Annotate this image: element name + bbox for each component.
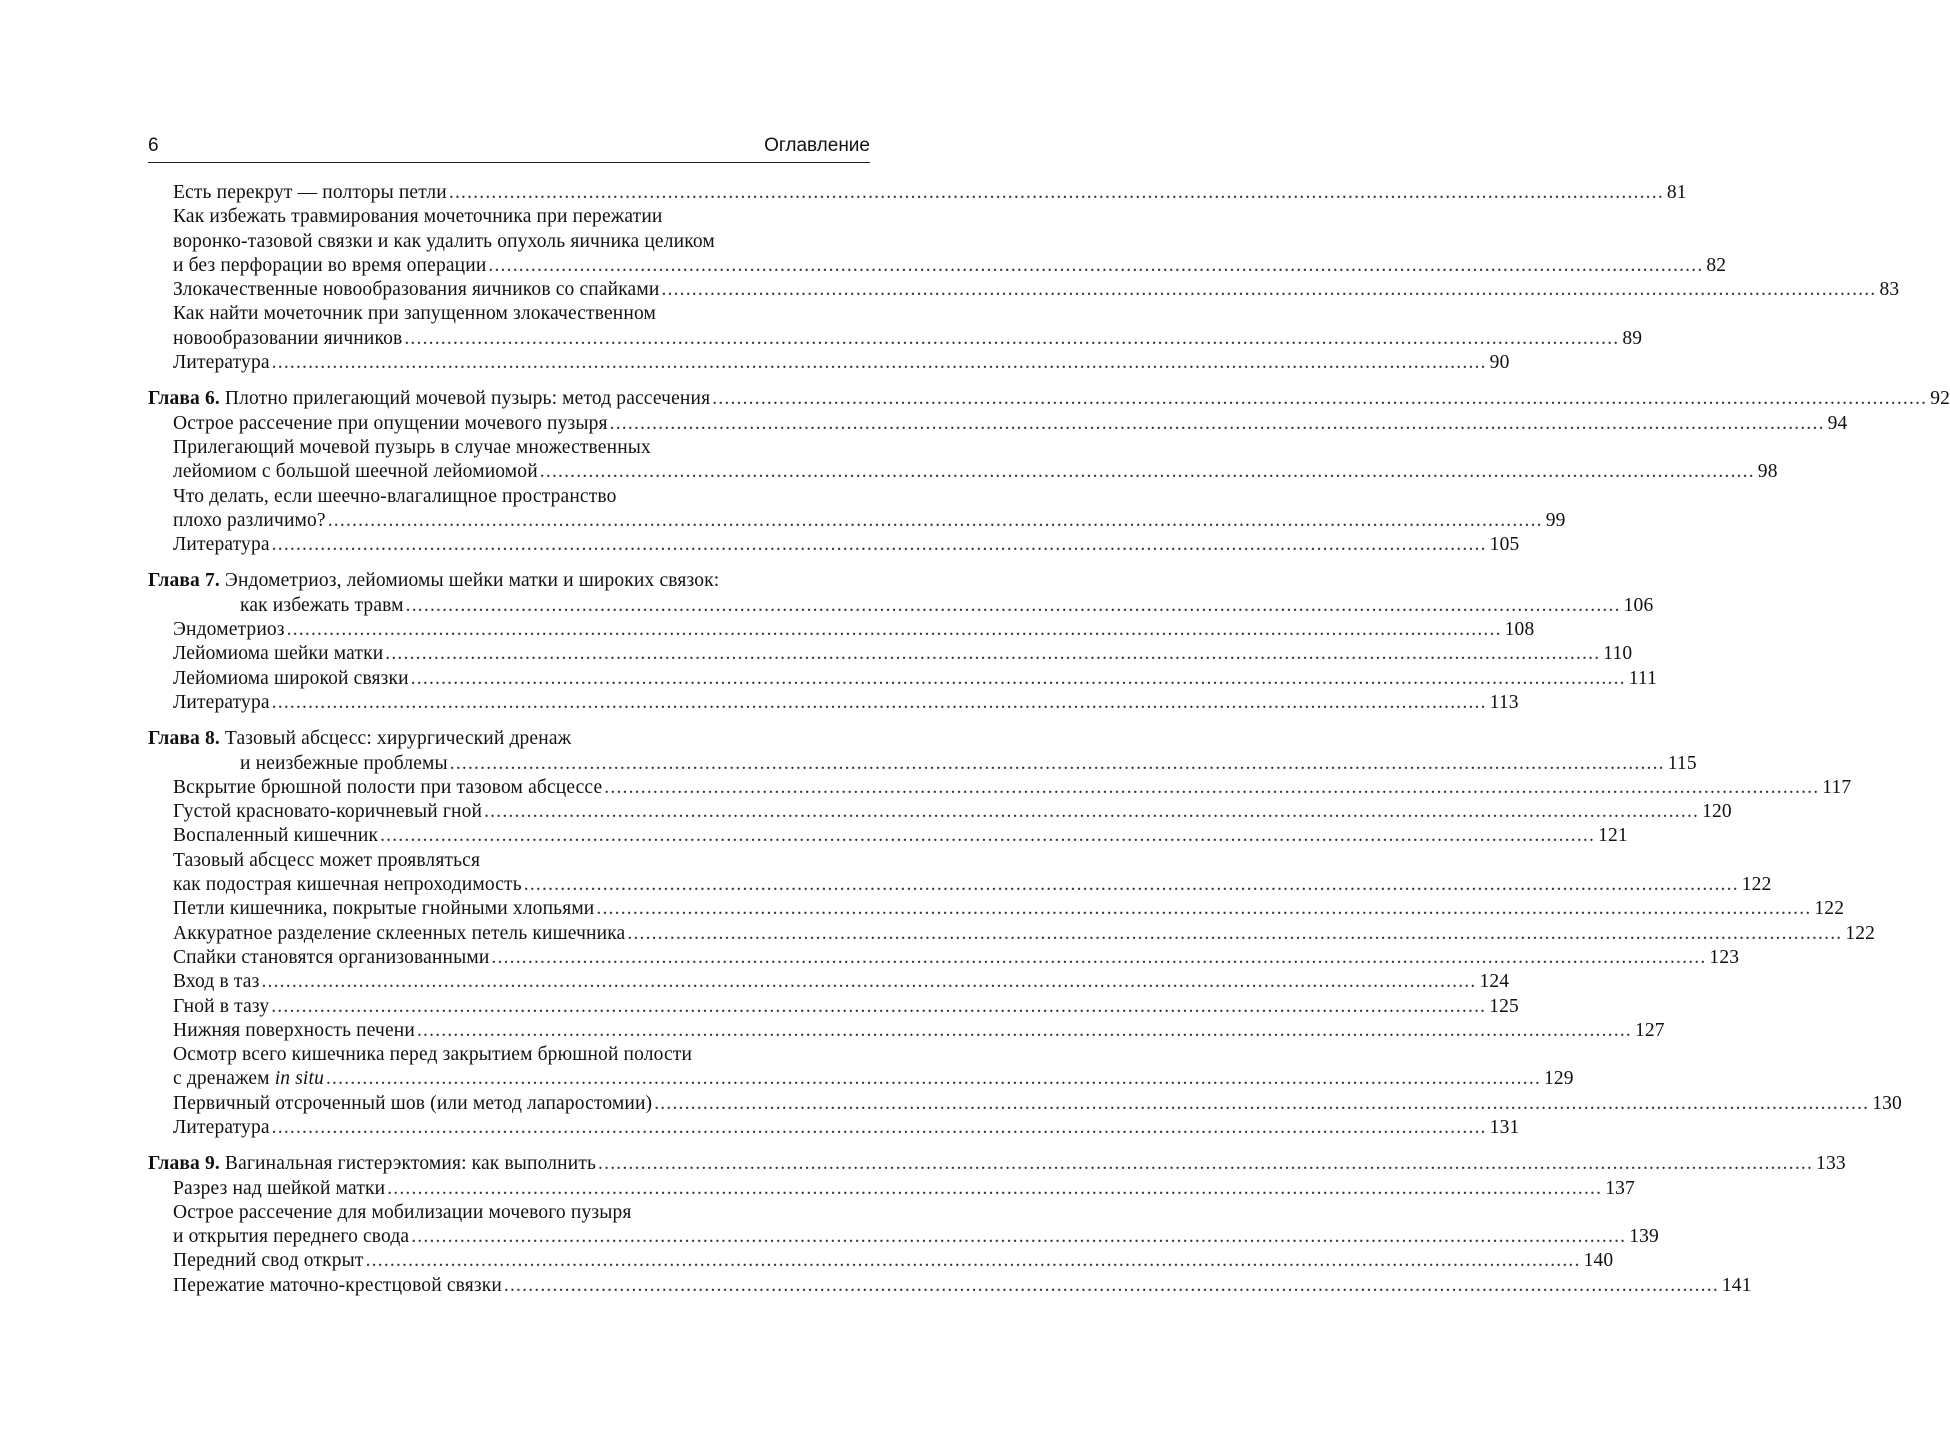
toc-entry-line bbox=[173, 897, 1845, 921]
toc-entry-title: Тазовый абсцесс: хирургический дренаж bbox=[224, 728, 572, 750]
toc-entry-title: Как избежать травмирования мочеточника при пережатии bbox=[173, 206, 663, 228]
dot-leader: ........................................................................................................................................................................................................ bbox=[387, 1177, 1603, 1199]
toc-entry-line bbox=[173, 970, 1510, 994]
toc-entry-title: лейомиом с большой шеечной лейомиомой bbox=[173, 461, 538, 483]
toc-page-number: 123 bbox=[1709, 946, 1740, 968]
dot-leader: ........................................................................................................................................................................................................ bbox=[380, 825, 1596, 847]
toc-entry-title: Литература bbox=[173, 352, 270, 374]
dot-leader: ........................................................................................................................................................................................................ bbox=[327, 509, 1543, 531]
toc-entry-title: и без перфорации во время операции bbox=[173, 254, 487, 276]
toc-entry-title: воронко-тазовой связки и как удалить опухоль яичника целиком bbox=[173, 230, 715, 252]
toc-entry-title: Литература bbox=[173, 691, 270, 713]
chapter-label: Глава 9. bbox=[148, 1153, 220, 1175]
toc-entry[interactable] bbox=[148, 436, 1778, 485]
toc-page-number: 108 bbox=[1504, 619, 1535, 641]
toc-entry-title: Лейомиома шейки матки bbox=[173, 643, 384, 665]
toc-page-number: 120 bbox=[1702, 801, 1732, 823]
toc-entry-title: Острое рассечение при опущении мочевого пузыря bbox=[173, 412, 608, 434]
toc-entry[interactable] bbox=[148, 1043, 1574, 1092]
toc-entry-line bbox=[173, 181, 1687, 205]
toc-entry[interactable] bbox=[148, 946, 1740, 970]
toc-chapter-entry[interactable] bbox=[148, 727, 1697, 776]
toc-entry-title: как избежать травм bbox=[240, 594, 404, 616]
page-header bbox=[148, 128, 870, 163]
page-number: 6 bbox=[148, 135, 159, 156]
toc-entry-line bbox=[173, 327, 1643, 351]
dot-leader: ........................................................................................................................................................................................................ bbox=[523, 874, 1739, 896]
dot-leader: ........................................................................................................................................................................................................ bbox=[448, 182, 1664, 203]
toc-entry-title: Аккуратное разделение склеенных петель кишечника bbox=[173, 922, 626, 944]
toc-entry-line bbox=[173, 1201, 870, 1225]
dot-leader: ........................................................................................................................................................................................................ bbox=[539, 461, 1755, 483]
toc-entry-line bbox=[173, 1043, 870, 1067]
chapter-label: Глава 7. bbox=[148, 570, 220, 592]
toc-entry-title: Воспаленный кишечник bbox=[173, 825, 379, 847]
toc-page-number: 137 bbox=[1605, 1177, 1635, 1199]
toc-entry-title: Злокачественные новообразования яичников со спайками bbox=[173, 279, 660, 301]
dot-leader: ........................................................................................................................................................................................................ bbox=[596, 898, 1812, 920]
dot-leader: ........................................................................................................................................................................................................ bbox=[503, 1274, 1719, 1296]
toc-page-number: 121 bbox=[1598, 825, 1628, 847]
toc-entry-line bbox=[173, 642, 1633, 666]
toc-entry-line bbox=[173, 278, 1900, 302]
toc-entry-line bbox=[173, 946, 1740, 970]
dot-leader: ........................................................................................................................................................................................................ bbox=[271, 995, 1487, 1017]
toc-entry-title: и открытия переднего свода bbox=[173, 1226, 410, 1248]
toc-entry[interactable] bbox=[148, 1092, 1902, 1116]
toc-entry[interactable] bbox=[148, 824, 1628, 848]
toc-entry[interactable] bbox=[148, 181, 1687, 205]
toc-entry[interactable] bbox=[148, 642, 1633, 666]
toc-chapter-entry[interactable] bbox=[148, 1152, 1846, 1176]
dot-leader: ........................................................................................................................................................................................................ bbox=[286, 619, 1502, 641]
toc-entry[interactable] bbox=[148, 1019, 1665, 1043]
dot-leader: ........................................................................................................................................................................................................ bbox=[411, 1226, 1627, 1248]
toc-entry-line bbox=[148, 569, 870, 593]
toc-entry-line bbox=[173, 849, 870, 873]
toc-entry-line bbox=[173, 485, 870, 509]
toc-entry-title: как подострая кишечная непроходимость bbox=[173, 874, 522, 896]
toc-page-number: 117 bbox=[1822, 776, 1852, 798]
toc-entry-line bbox=[173, 1274, 1752, 1298]
toc-entry-line bbox=[173, 1067, 1574, 1091]
toc-page-number: 124 bbox=[1479, 971, 1510, 993]
dot-leader: ........................................................................................................................................................................................................ bbox=[654, 1092, 1870, 1114]
toc-entry-line bbox=[173, 995, 1519, 1019]
toc-entry-line bbox=[173, 436, 870, 460]
dot-leader: ........................................................................................................................................................................................................ bbox=[491, 946, 1707, 968]
toc-page-number: 105 bbox=[1489, 534, 1520, 556]
toc-entry[interactable] bbox=[148, 667, 1657, 691]
toc-entry-title: Эндометриоз, лейомиомы шейки матки и широких связок: bbox=[224, 570, 720, 592]
italic-term: in situ bbox=[274, 1068, 324, 1090]
toc-page-number: 141 bbox=[1721, 1274, 1752, 1296]
toc-page-number: 82 bbox=[1706, 254, 1727, 276]
toc-entry-line bbox=[173, 922, 1876, 946]
table-of-contents bbox=[148, 181, 1950, 1298]
toc-entry-line bbox=[173, 1092, 1902, 1116]
toc-entry-line bbox=[173, 351, 1510, 375]
dot-leader: ........................................................................................................................................................................................................ bbox=[404, 327, 1620, 349]
toc-entry-line bbox=[173, 230, 870, 254]
dot-leader: ........................................................................................................................................................................................................ bbox=[598, 1153, 1814, 1175]
dot-leader: ........................................................................................................................................................................................................ bbox=[661, 279, 1877, 301]
toc-entry-line bbox=[173, 1177, 1635, 1201]
toc-page-number: 81 bbox=[1666, 182, 1687, 203]
toc-page-number: 89 bbox=[1622, 327, 1643, 349]
toc-entry[interactable] bbox=[148, 800, 1732, 824]
toc-entry-line bbox=[173, 1019, 1665, 1043]
toc-entry[interactable] bbox=[148, 897, 1845, 921]
toc-entry-title: с дренажем bbox=[173, 1068, 270, 1090]
toc-entry-title: Спайки становятся организованными bbox=[173, 946, 490, 968]
toc-entry-title: Первичный отсроченный шов (или метод лапаростомии) bbox=[173, 1092, 653, 1114]
toc-entry-title: Эндометриоз bbox=[173, 619, 285, 641]
toc-page-number: 83 bbox=[1879, 279, 1900, 301]
toc-entry-line bbox=[173, 667, 1657, 691]
toc-entry-title: Острое рассечение для мобилизации мочевого пузыря bbox=[173, 1201, 632, 1223]
toc-page-number: 139 bbox=[1629, 1226, 1659, 1248]
toc-entry-title: Тазовый абсцесс может проявляться bbox=[173, 849, 481, 871]
toc-page-number: 99 bbox=[1545, 509, 1566, 531]
toc-entry-line bbox=[173, 205, 870, 229]
toc-entry-line bbox=[173, 776, 1852, 800]
toc-entry[interactable] bbox=[148, 922, 1876, 946]
toc-entry-title: Разрез над шейкой матки bbox=[173, 1177, 386, 1199]
dot-leader: ........................................................................................................................................................................................................ bbox=[627, 922, 1843, 944]
toc-entry-title: Прилегающий мочевой пузырь в случае множественных bbox=[173, 436, 651, 458]
toc-entry[interactable] bbox=[148, 849, 1772, 898]
toc-entry-line bbox=[173, 800, 1732, 824]
toc-page-number: 133 bbox=[1816, 1153, 1846, 1175]
dot-leader: ........................................................................................................................................................................................................ bbox=[271, 1116, 1487, 1138]
dot-leader: ........................................................................................................................................................................................................ bbox=[271, 534, 1487, 556]
toc-entry[interactable] bbox=[148, 1177, 1635, 1201]
toc-page-number: 98 bbox=[1757, 461, 1778, 483]
toc-page-number: 111 bbox=[1628, 667, 1657, 689]
toc-entry-line bbox=[148, 387, 1950, 411]
dot-leader: ........................................................................................................................................................................................................ bbox=[405, 594, 1621, 616]
toc-entry-title: плохо различимо? bbox=[173, 509, 326, 531]
dot-leader: ........................................................................................................................................................................................................ bbox=[365, 1250, 1581, 1272]
dot-leader: ........................................................................................................................................................................................................ bbox=[609, 412, 1825, 434]
toc-page-number: 90 bbox=[1489, 352, 1510, 374]
toc-entry[interactable] bbox=[148, 1274, 1752, 1298]
toc-entry[interactable] bbox=[148, 1249, 1614, 1273]
toc-entry-line bbox=[173, 824, 1628, 848]
toc-entry-line bbox=[173, 412, 1848, 436]
toc-entry-line bbox=[148, 727, 870, 751]
toc-entry-title: Гной в тазу bbox=[173, 995, 270, 1017]
dot-leader: ........................................................................................................................................................................................................ bbox=[271, 352, 1487, 374]
toc-entry-line bbox=[148, 752, 1697, 776]
chapter-label: Глава 6. bbox=[148, 388, 220, 410]
toc-page-number: 125 bbox=[1489, 995, 1519, 1017]
toc-entry[interactable] bbox=[148, 1116, 1520, 1140]
toc-page-number: 140 bbox=[1583, 1250, 1614, 1272]
toc-entry[interactable] bbox=[148, 970, 1510, 994]
toc-entry-title: Вагинальная гистерэктомия: как выполнить bbox=[224, 1153, 597, 1175]
toc-entry-title: Что делать, если шеечно-влагалищное пространство bbox=[173, 485, 617, 507]
toc-entry-title: Литература bbox=[173, 1116, 270, 1138]
toc-chapter-entry[interactable] bbox=[148, 387, 1950, 411]
toc-entry-line bbox=[148, 1152, 1846, 1176]
toc-entry-line bbox=[173, 533, 1520, 557]
toc-entry[interactable] bbox=[148, 485, 1566, 534]
toc-entry[interactable] bbox=[148, 618, 1535, 642]
toc-entry-title: Литература bbox=[173, 534, 270, 556]
dot-leader: ........................................................................................................................................................................................................ bbox=[271, 691, 1487, 713]
toc-entry-line bbox=[173, 618, 1535, 642]
toc-entry-line bbox=[148, 594, 1654, 618]
toc-entry-title: и неизбежные проблемы bbox=[240, 752, 448, 774]
dot-leader: ........................................................................................................................................................................................................ bbox=[449, 752, 1665, 774]
toc-entry-line bbox=[173, 1249, 1614, 1273]
toc-entry-line bbox=[173, 691, 1519, 715]
toc-chapter-entry[interactable] bbox=[148, 569, 1654, 618]
dot-leader: ........................................................................................................................................................................................................ bbox=[410, 667, 1626, 689]
toc-page-number: 130 bbox=[1872, 1092, 1902, 1114]
toc-entry[interactable] bbox=[148, 995, 1519, 1019]
toc-entry[interactable] bbox=[148, 1201, 1659, 1250]
toc-entry[interactable] bbox=[148, 278, 1900, 302]
toc-page-number: 110 bbox=[1603, 643, 1633, 665]
dot-leader: ........................................................................................................................................................................................................ bbox=[712, 388, 1928, 410]
toc-page-number: 94 bbox=[1827, 412, 1848, 434]
toc-entry-title: Густой красновато-коричневый гной bbox=[173, 801, 483, 823]
toc-entry[interactable] bbox=[148, 533, 1520, 557]
toc-entry-title: Есть перекрут — полторы петли bbox=[173, 182, 447, 203]
toc-entry[interactable] bbox=[148, 205, 1727, 278]
toc-entry-line bbox=[173, 302, 870, 326]
toc-page-number: 122 bbox=[1845, 922, 1876, 944]
chapter-label: Глава 8. bbox=[148, 728, 220, 750]
toc-page-number: 122 bbox=[1814, 898, 1845, 920]
toc-page-number: 92 bbox=[1930, 388, 1950, 410]
toc-entry[interactable] bbox=[148, 412, 1848, 436]
dot-leader: ........................................................................................................................................................................................................ bbox=[261, 971, 1477, 993]
toc-page-number: 113 bbox=[1489, 691, 1519, 713]
dot-leader: ........................................................................................................................................................................................................ bbox=[325, 1068, 1541, 1090]
toc-entry-title: новообразовании яичников bbox=[173, 327, 403, 349]
toc-entry-title: Нижняя поверхность печени bbox=[173, 1019, 415, 1041]
toc-entry-line bbox=[173, 460, 1778, 484]
toc-entry[interactable] bbox=[148, 351, 1510, 375]
toc-page-number: 127 bbox=[1634, 1019, 1665, 1041]
dot-leader: ........................................................................................................................................................................................................ bbox=[385, 643, 1601, 665]
toc-entry[interactable] bbox=[148, 691, 1519, 715]
dot-leader: ........................................................................................................................................................................................................ bbox=[488, 254, 1704, 276]
toc-page-number: 122 bbox=[1741, 874, 1772, 896]
toc-entry-line bbox=[173, 1116, 1520, 1140]
toc-entry-line bbox=[173, 1225, 1659, 1249]
toc-entry-title: Передний свод открыт bbox=[173, 1250, 364, 1272]
toc-page-number: 115 bbox=[1667, 752, 1697, 774]
toc-entry-title: Осмотр всего кишечника перед закрытием брюшной полости bbox=[173, 1044, 693, 1066]
toc-entry-title: Как найти мочеточник при запущенном злокачественном bbox=[173, 303, 656, 325]
dot-leader: ........................................................................................................................................................................................................ bbox=[416, 1019, 1632, 1041]
toc-entry-title: Лейомиома широкой связки bbox=[173, 667, 409, 689]
toc-entry[interactable] bbox=[148, 776, 1852, 800]
dot-leader: ........................................................................................................................................................................................................ bbox=[484, 801, 1700, 823]
toc-page-number: 106 bbox=[1623, 594, 1654, 616]
toc-page-number: 131 bbox=[1489, 1116, 1520, 1138]
running-title: Оглавление bbox=[764, 135, 870, 156]
toc-entry-line bbox=[173, 254, 1727, 278]
dot-leader: ........................................................................................................................................................................................................ bbox=[604, 776, 1820, 798]
toc-entry-title: Вскрытие брюшной полости при тазовом абсцессе bbox=[173, 776, 603, 798]
toc-page-number: 129 bbox=[1543, 1068, 1574, 1090]
toc-entry-line bbox=[173, 873, 1772, 897]
toc-entry[interactable] bbox=[148, 302, 1643, 351]
toc-entry-title: Плотно прилегающий мочевой пузырь: метод рассечения bbox=[224, 388, 711, 410]
toc-entry-title: Вход в таз bbox=[173, 971, 260, 993]
toc-entry-title: Пережатие маточно-крестцовой связки bbox=[173, 1274, 502, 1296]
toc-entry-line bbox=[173, 509, 1566, 533]
toc-entry-title: Петли кишечника, покрытые гнойными хлопьями bbox=[173, 898, 595, 920]
